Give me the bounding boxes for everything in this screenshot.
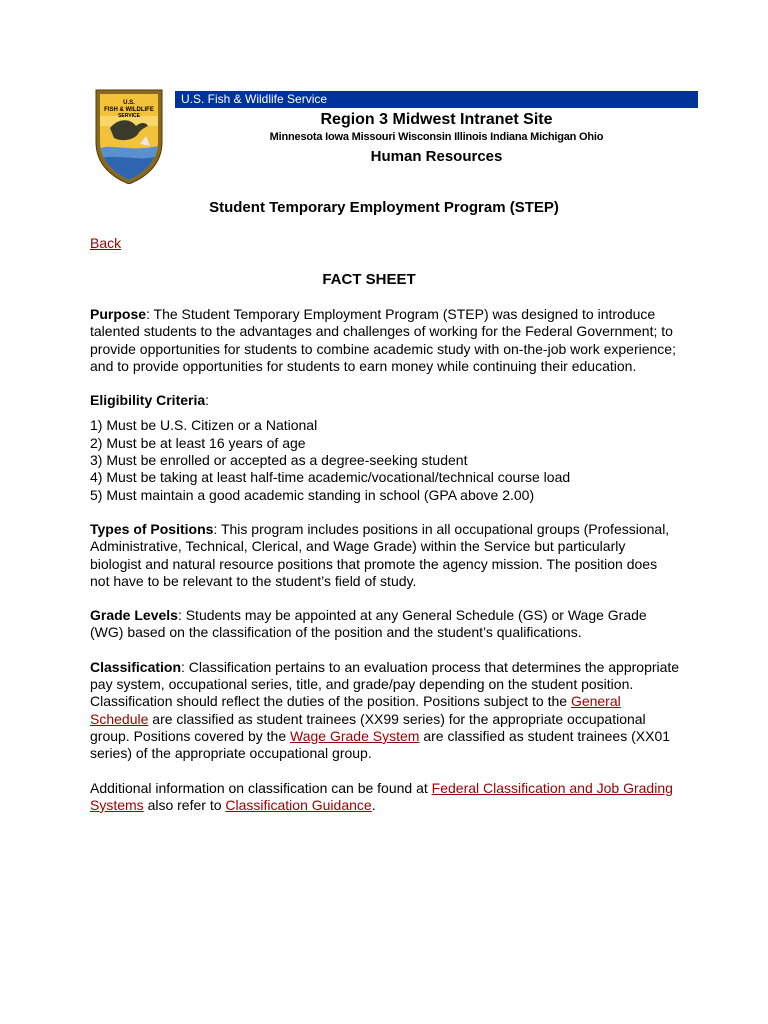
site-title: Region 3 Midwest Intranet Site xyxy=(320,111,553,128)
list-item: 4) Must be taking at least half-time academic/vocational/technical course load xyxy=(90,469,571,486)
list-item: 2) Must be at least 16 years of age xyxy=(90,434,306,451)
list-item: 1) Must be U.S. Citizen or a National xyxy=(90,417,318,434)
grades-paragraph xyxy=(90,607,680,642)
purpose-text: : The Student Temporary Employment Program (STEP) was designed to introduce talented students to the advantages and challenges of working for the Federal Government; to provide opportunities for students to combine academic study with on-the-job work experience; and to provide opportunities for students to earn money while continuing their education. xyxy=(90,306,676,374)
agency-name: U.S. Fish & Wildlife Service xyxy=(181,92,328,106)
classification-guidance-link[interactable]: Classification Guidance xyxy=(225,796,372,813)
federal-classification-link[interactable]: Federal Classification and Job Grading Systems xyxy=(90,779,673,813)
department-title: Human Resources xyxy=(370,148,503,165)
classification-label: Classification xyxy=(90,658,182,675)
fact-sheet-heading: FACT SHEET xyxy=(322,271,416,288)
types-text: : This program includes positions in all occupational groups (Professional, Administrative, Technical, Clerical, and Wage Grade) within the Service but particularly biologist and natural resource positions that promote the agency mission. The position does not have to be relevant to the student’s field of study. xyxy=(90,520,670,589)
eligibility-heading: Eligibility Criteria: xyxy=(90,392,210,409)
agency-bar xyxy=(175,91,698,108)
logo-text-2: FISH & WILDLIFE xyxy=(104,107,154,113)
region-states: Minnesota Iowa Missouri Wisconsin Illinois Indiana Michigan Ohio xyxy=(269,131,604,143)
additional-paragraph: Additional information on classification can be found at Federal Classification and Job Grading Systems also refer to Classification Guidance. xyxy=(90,779,673,813)
types-label: Types of Positions xyxy=(90,520,214,537)
back-link[interactable]: Back xyxy=(90,235,122,251)
grades-label: Grade Levels xyxy=(90,607,178,624)
fact-sheet-content xyxy=(90,306,680,814)
wage-grade-system-link[interactable]: Wage Grade System xyxy=(290,727,420,744)
purpose-label: Purpose xyxy=(90,306,147,322)
logo-text-1: U.S. xyxy=(123,100,135,106)
logo-text-3: SERVICE xyxy=(118,113,140,119)
list-item: 5) Must maintain a good academic standing in school (GPA above 2.00) xyxy=(90,486,535,503)
eligibility-label: Eligibility Criteria xyxy=(90,392,206,409)
grades-text: : Students may be appointed at any General Schedule (GS) or Wage Grade (WG) based on the classification of the position and the student’s qualifications. xyxy=(90,607,647,641)
classification-paragraph: Classification: Classification pertains to an evaluation process that determines the appropriate pay system, occupational series, title, and grade/pay depending on the student position. Classification should reflect the duties of the position. Positions subject to the General Schedule are classified as student trainees (XX99 series) for the appropriate occupational group. Positions covered by the Wage Grade System are classified as student trainees (XX01 series) of the appropriate occupational group. xyxy=(90,658,680,762)
list-item: 3) Must be enrolled or accepted as a degree-seeking student xyxy=(90,452,468,469)
fws-logo-icon xyxy=(90,88,168,184)
eligibility-list xyxy=(90,417,680,503)
page-title: Student Temporary Employment Program (STEP) xyxy=(209,199,559,216)
types-paragraph xyxy=(90,521,680,590)
purpose-paragraph xyxy=(90,306,680,375)
general-schedule-link[interactable]: General Schedule xyxy=(90,693,621,727)
